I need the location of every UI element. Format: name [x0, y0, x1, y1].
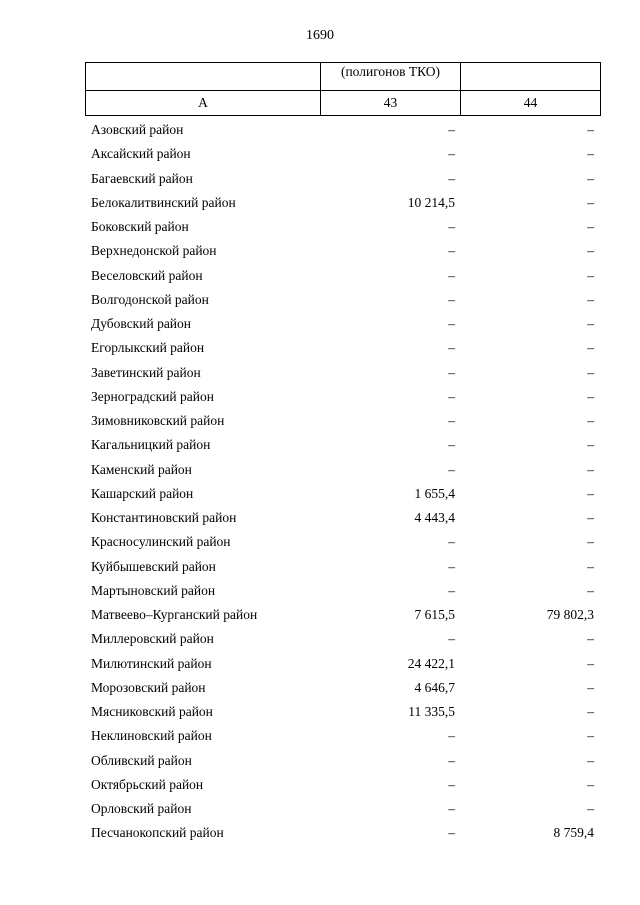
value-col-43: 10 214,5 — [407, 194, 455, 210]
value-col-44: – — [587, 316, 594, 331]
value-col-43: – — [448, 752, 455, 768]
value-col-43: – — [448, 316, 455, 331]
value-col-43: – — [448, 534, 455, 550]
table-row — [85, 215, 601, 239]
district-name: Кашарский район — [91, 485, 194, 501]
table-row — [85, 482, 601, 506]
value-col-44: – — [587, 340, 594, 356]
district-name: Веселовский район — [91, 267, 203, 283]
district-name: Мясниковский район — [91, 704, 213, 719]
district-name: Куйбышевский район — [91, 558, 216, 574]
table-row — [85, 749, 601, 773]
value-col-44: – — [587, 776, 594, 792]
value-col-44: – — [587, 655, 594, 671]
value-col-44: – — [587, 461, 594, 477]
header-col-43-number: 43 — [321, 91, 461, 116]
table-header — [85, 62, 601, 116]
table-row — [85, 118, 601, 142]
value-col-43: – — [448, 170, 455, 186]
value-col-44: – — [587, 122, 594, 137]
district-name: Кагальницкий район — [91, 437, 211, 453]
table-row — [85, 627, 601, 651]
value-col-43: – — [448, 801, 455, 816]
value-col-43: 7 615,5 — [414, 607, 455, 622]
value-col-44: – — [587, 194, 594, 210]
value-col-44: – — [587, 485, 594, 501]
header-col-44-number: 44 — [461, 91, 601, 116]
value-col-43: 11 335,5 — [408, 704, 455, 719]
value-col-44: – — [587, 752, 594, 768]
district-name: Зимовниковский район — [91, 413, 225, 428]
table-row — [85, 530, 601, 554]
district-name: Дубовский район — [91, 316, 192, 331]
district-name: Багаевский район — [91, 170, 193, 186]
value-col-44: – — [587, 267, 594, 283]
district-name: Боковский район — [91, 219, 189, 234]
value-col-43: – — [448, 388, 455, 404]
value-col-44: – — [587, 801, 594, 816]
district-name: Егорлыкский район — [91, 340, 205, 356]
table-row — [85, 579, 601, 603]
value-col-44: – — [587, 170, 594, 186]
district-name: Заветинский район — [91, 364, 201, 380]
table-row — [85, 555, 601, 579]
value-col-44: – — [587, 437, 594, 453]
value-col-44: – — [587, 510, 594, 525]
value-col-43: – — [448, 122, 455, 137]
value-col-43: – — [448, 146, 455, 162]
district-name: Аксайский район — [91, 146, 191, 162]
district-name: Каменский район — [91, 461, 192, 477]
value-col-44: – — [587, 558, 594, 574]
value-col-43: – — [448, 413, 455, 428]
table-row — [85, 264, 601, 288]
value-col-44: 79 802,3 — [546, 607, 594, 622]
table-row — [85, 433, 601, 457]
district-name: Азовский район — [91, 122, 184, 137]
value-col-44: – — [587, 582, 594, 598]
table-row — [85, 603, 601, 627]
value-col-44: – — [587, 364, 594, 380]
value-col-43: – — [448, 364, 455, 380]
district-name: Орловский район — [91, 801, 192, 816]
district-name: Мартыновский район — [91, 582, 216, 598]
district-name: Зерноградский район — [91, 388, 214, 404]
value-col-44: – — [587, 534, 594, 550]
header-col-a-top — [86, 63, 321, 91]
district-name: Октябрьский район — [91, 776, 204, 792]
value-col-44: – — [587, 679, 594, 695]
table-row — [85, 288, 601, 312]
value-col-43: 24 422,1 — [407, 655, 455, 671]
value-col-43: 4 443,4 — [414, 510, 455, 525]
value-col-43: – — [448, 461, 455, 477]
value-col-43: – — [448, 243, 455, 259]
table-row — [85, 191, 601, 215]
value-col-43: – — [448, 219, 455, 234]
value-col-43: – — [448, 728, 455, 744]
table-body — [85, 118, 601, 846]
table-row — [85, 821, 601, 845]
value-col-43: – — [448, 291, 455, 307]
value-col-44: – — [587, 631, 594, 647]
value-col-43: – — [448, 267, 455, 283]
district-name: Верхнедонской район — [91, 243, 217, 259]
table-row — [85, 797, 601, 821]
value-col-44: – — [587, 291, 594, 307]
table-row — [85, 724, 601, 748]
header-col-a-label: А — [86, 91, 321, 116]
table-row — [85, 239, 601, 263]
district-name: Неклиновский район — [91, 728, 212, 744]
table-row — [85, 506, 601, 530]
district-name: Милютинский район — [91, 655, 212, 671]
table-row — [85, 409, 601, 433]
value-col-44: – — [587, 704, 594, 719]
value-col-43: – — [448, 825, 455, 841]
district-name: Песчанокопский район — [91, 825, 224, 841]
district-name: Морозовский район — [91, 679, 206, 695]
table-row — [85, 312, 601, 336]
value-col-43: 1 655,4 — [414, 485, 455, 501]
district-name: Волгодонской район — [91, 291, 209, 307]
value-col-43: – — [448, 631, 455, 647]
value-col-44: – — [587, 413, 594, 428]
table-row — [85, 652, 601, 676]
table-row — [85, 773, 601, 797]
header-col-43-caption: (полигонов ТКО) — [321, 63, 461, 91]
header-row-2 — [86, 91, 601, 116]
header-col-44-top — [461, 63, 601, 91]
header-row-1 — [86, 63, 601, 91]
value-col-44: – — [587, 728, 594, 744]
table-row — [85, 361, 601, 385]
value-col-43: – — [448, 776, 455, 792]
table-row — [85, 336, 601, 360]
district-name: Матвеево–Курганский район — [91, 607, 258, 622]
value-col-43: 4 646,7 — [414, 679, 455, 695]
value-col-44: – — [587, 243, 594, 259]
district-name: Миллеровский район — [91, 631, 214, 647]
table-row — [85, 167, 601, 191]
value-col-44: – — [587, 388, 594, 404]
value-col-44: 8 759,4 — [553, 825, 594, 841]
district-name: Обливский район — [91, 752, 192, 768]
table-row — [85, 142, 601, 166]
value-col-43: – — [448, 437, 455, 453]
page-number: 1690 — [306, 28, 334, 43]
table-row — [85, 700, 601, 724]
value-col-43: – — [448, 340, 455, 356]
table-row — [85, 676, 601, 700]
district-name: Красносулинский район — [91, 534, 231, 550]
value-col-44: – — [587, 146, 594, 162]
value-col-44: – — [587, 219, 594, 234]
value-col-43: – — [448, 582, 455, 598]
district-name: Белокалитвинский район — [91, 194, 236, 210]
table-row — [85, 385, 601, 409]
district-name: Константиновский район — [91, 510, 237, 525]
value-col-43: – — [448, 558, 455, 574]
table-row — [85, 458, 601, 482]
